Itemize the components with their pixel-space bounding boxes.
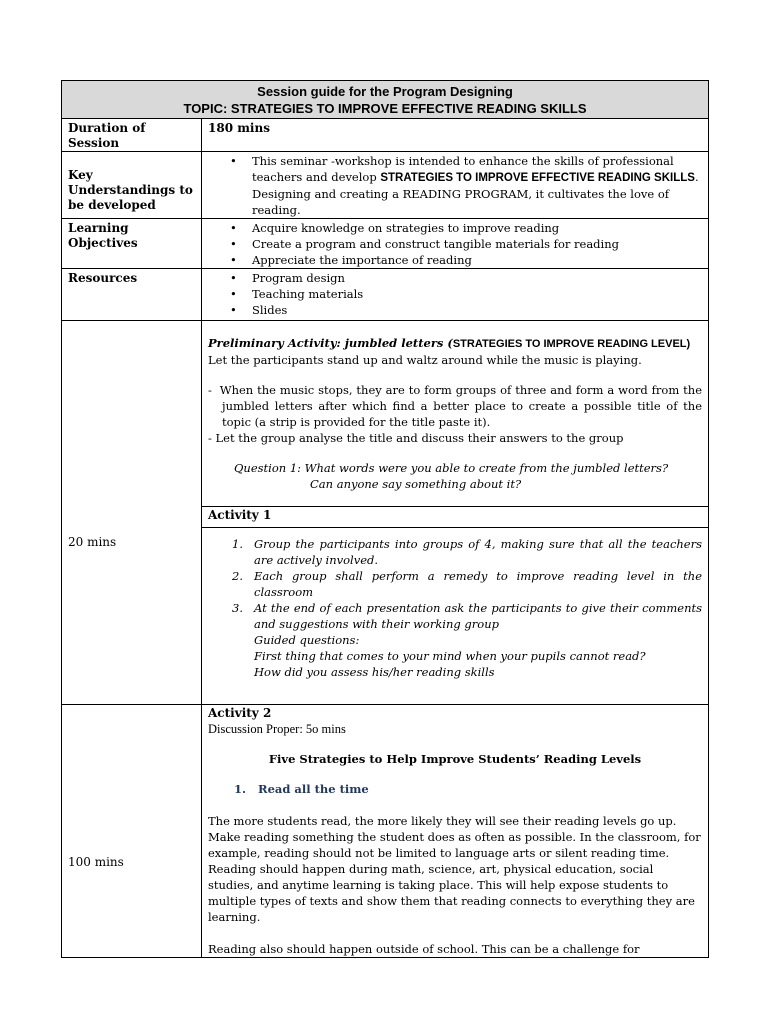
activity-1-title: Activity 1 bbox=[202, 507, 708, 528]
guided-question-2: How did you assess his/her reading skills bbox=[254, 665, 495, 679]
objective-item: • Create a program and construct tangible materials for reading bbox=[252, 236, 702, 252]
preliminary-intro: Preliminary Activity: jumbled letters (STRATEGIES TO IMPROVE READING LEVEL) Let the participants stand up and waltz around while the music is playing. bbox=[208, 336, 691, 367]
activity-2-cell bbox=[202, 705, 709, 958]
activity-1-item: 2. Each group shall perform a remedy to improve reading level in the classroom bbox=[232, 569, 703, 599]
duration-label: Duration of Session bbox=[62, 119, 202, 152]
key-understandings-cell bbox=[202, 152, 709, 219]
session-guide-table bbox=[61, 80, 709, 958]
activity-1-item: 3. At the end of each presentation ask the participants to give their comments and suggestions with their working group bbox=[232, 601, 703, 631]
learning-objectives-label: Learning Objectives bbox=[62, 219, 202, 269]
duration-value: 180 mins bbox=[202, 119, 709, 152]
preliminary-step-2: - Let the group analyse the title and discuss their answers to the group bbox=[208, 431, 624, 445]
guided-questions-label: Guided questions: bbox=[254, 633, 360, 647]
strategies-heading: Five Strategies to Help Improve Students’ Reading Levels bbox=[268, 752, 642, 766]
activity-2-time: 100 mins bbox=[62, 705, 202, 958]
guide-topic: TOPIC: STRATEGIES TO IMPROVE EFFECTIVE READING SKILLS bbox=[183, 101, 587, 116]
learning-objectives-cell bbox=[202, 219, 709, 269]
question-1-followup: Can anyone say something about it? bbox=[310, 477, 522, 491]
strategy-1: 1. Read all the time bbox=[234, 782, 369, 796]
strategy-1-paragraph-2: Reading also should happen outside of school. This can be a challenge for bbox=[208, 942, 640, 956]
resources-cell bbox=[202, 269, 709, 321]
guide-title: Session guide for the Program Designing bbox=[257, 84, 513, 99]
resource-item: • Program design bbox=[252, 270, 702, 286]
key-understandings-text: • This seminar -workshop is intended to enhance the skills of professional teachers and develop STRATEGIES TO IMPROVE EFFECTIVE READING SKILLS. Designing and creating a READING PROGRAM, it cultivates the love of reading. bbox=[252, 153, 702, 218]
activity-1-cell bbox=[202, 507, 709, 705]
objective-item: • Acquire knowledge on strategies to improve reading bbox=[252, 220, 702, 236]
guided-question-1: First thing that comes to your mind when your pupils cannot read? bbox=[254, 649, 646, 663]
activity-2-title: Activity 2 bbox=[208, 706, 272, 720]
table-header bbox=[62, 81, 709, 119]
discussion-proper: Discussion Proper: 5o mins bbox=[208, 722, 346, 736]
question-1: Question 1: What words were you able to create from the jumbled letters? bbox=[234, 461, 669, 475]
resource-item: • Teaching materials bbox=[252, 286, 702, 302]
key-understandings-label: Key Understandings to be developed bbox=[62, 152, 202, 219]
activity-1-item: 1. Group the participants into groups of 4, making sure that all the teachers are actively involved. bbox=[232, 537, 703, 567]
objective-item: • Appreciate the importance of reading bbox=[252, 252, 702, 268]
preliminary-time: 20 mins bbox=[62, 321, 202, 705]
preliminary-step-1: - When the music stops, they are to form groups of three and form a word from the jumbled letters after which find a better place to create a possible title of the topic (a strip is provided for the title paste it). bbox=[208, 383, 703, 429]
preliminary-activity-cell bbox=[202, 321, 709, 507]
strategy-1-paragraph: The more students read, the more likely they will see their reading levels go up. Make reading something the student does as often as possible. In the classroom, for example, reading should not be limited to language arts or silent reading time. Reading should happen during math, science, art, physical education, social studies, and anytime learning is taking place. This will help expose students to multiple types of texts and show them that reading connects to everything they are learning. bbox=[208, 814, 701, 924]
resource-item: • Slides bbox=[252, 302, 702, 318]
resources-label: Resources bbox=[62, 269, 202, 321]
